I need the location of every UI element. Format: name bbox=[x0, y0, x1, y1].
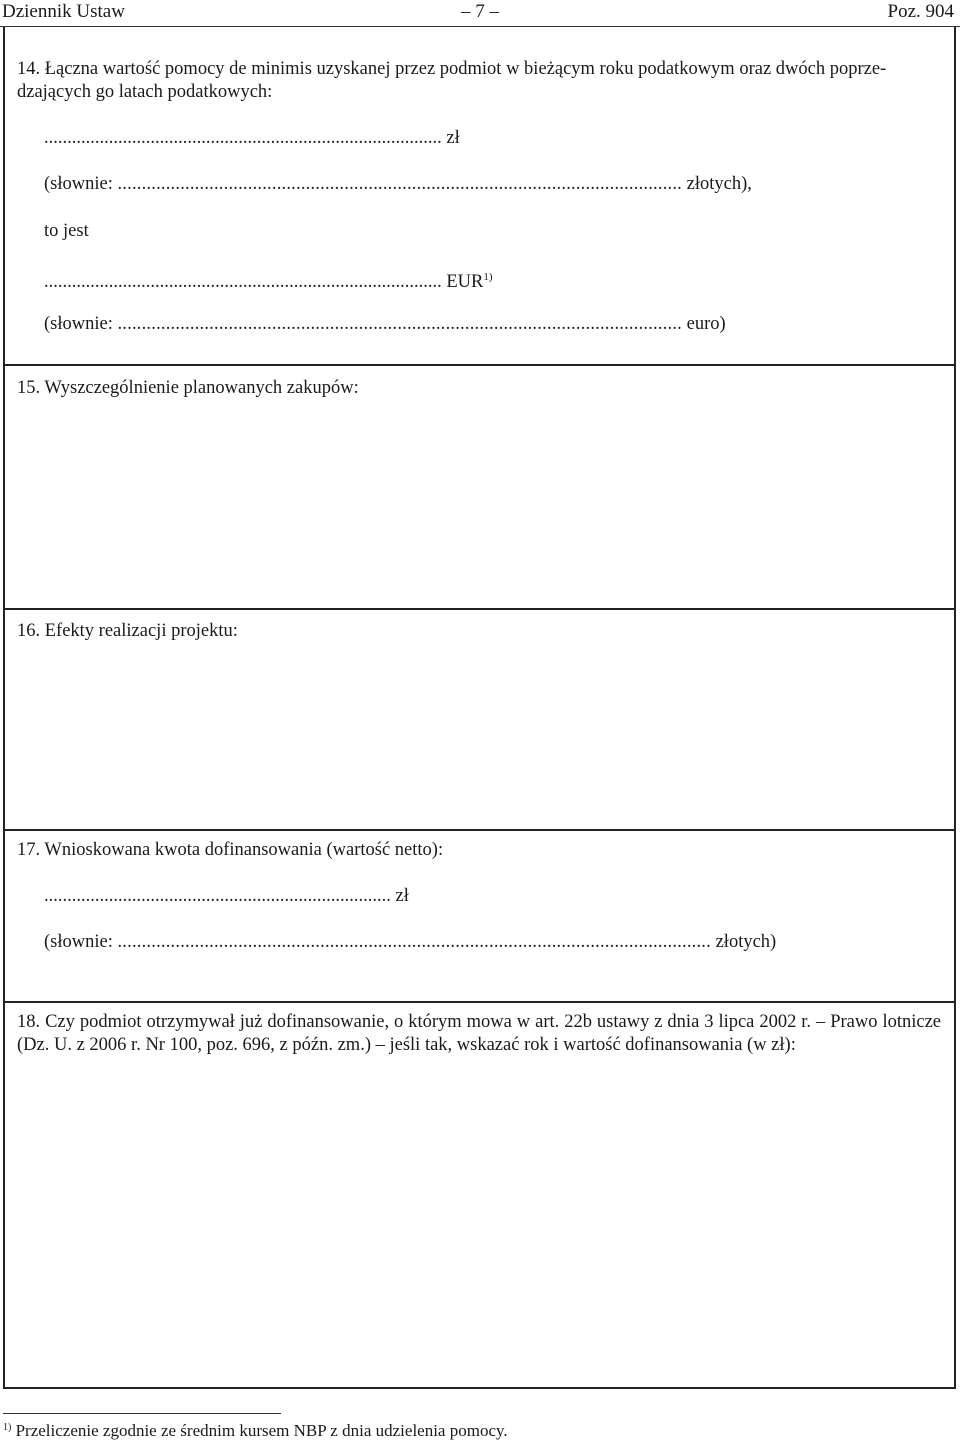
words-dots: ........................................................................................................................... bbox=[117, 932, 711, 952]
words-prefix: (słownie: bbox=[44, 932, 118, 952]
words-dots: ..................................................................................................................... bbox=[117, 174, 683, 194]
section-17-title: 17. Wnioskowana kwota dofinansowania (wartość netto): bbox=[17, 840, 444, 860]
words-prefix: (słownie: bbox=[44, 314, 118, 334]
section-14-to-jest: to jest bbox=[44, 221, 89, 241]
section-15-title: 15. Wyszczególnienie planowanych zakupów: bbox=[17, 378, 359, 398]
section-16-title: 16. Efekty realizacji projektu: bbox=[17, 621, 238, 641]
section-18-box[interactable] bbox=[3, 1003, 956, 1389]
words-suffix: złotych), bbox=[682, 174, 752, 194]
footnote bbox=[3, 1421, 508, 1441]
footnote-rule bbox=[3, 1413, 281, 1414]
section-14-box bbox=[3, 27, 956, 366]
words-prefix: (słownie: bbox=[44, 174, 118, 194]
section-14-words-eur[interactable] bbox=[44, 313, 726, 335]
section-17-amount-pln[interactable]: ........................................................................... zł bbox=[44, 886, 409, 906]
journal-title: Dziennik Ustaw bbox=[2, 1, 125, 22]
eur-unit: EUR bbox=[441, 272, 484, 292]
section-15-box[interactable] bbox=[3, 366, 956, 610]
section-14-words-pln[interactable] bbox=[44, 173, 752, 195]
section-14-title: 14. Łączna wartość pomocy de minimis uzyskanej przez podmiot w bieżącym roku podatkowym oraz dwóch poprze-dzających go latach podatkowych: bbox=[17, 59, 887, 102]
section-14-amount-eur[interactable] bbox=[44, 266, 493, 293]
words-dots: ..................................................................................................................... bbox=[117, 314, 683, 334]
footnote-marker: 1) bbox=[3, 1422, 12, 1433]
words-suffix: złotych) bbox=[710, 932, 777, 952]
section-18-title: 18. Czy podmiot otrzymywał już dofinansowanie, o którym mowa w art. 22b ustawy z dnia 3 lipca 2002 r. – Prawo lotnicze (Dz. U. z 2006 r. Nr 100, poz. 696, z późn. zm.) – jeśli tak, wskazać rok i wartość dofinansowania (w zł): bbox=[17, 1012, 941, 1055]
section-16-box[interactable] bbox=[3, 610, 956, 831]
footnote-ref: 1) bbox=[483, 271, 493, 283]
section-17-words-pln[interactable] bbox=[44, 931, 776, 953]
footnote-text: Przeliczenie zgodnie ze średnim kursem NBP z dnia udzielenia pomocy. bbox=[11, 1421, 508, 1440]
page-number: – 7 – bbox=[461, 1, 499, 22]
words-suffix: euro) bbox=[682, 314, 726, 334]
page-header bbox=[0, 0, 960, 30]
eur-dots: ...................................................................................... bbox=[44, 272, 442, 292]
section-14-amount-pln[interactable]: ...................................................................................... zł bbox=[44, 128, 460, 148]
section-17-box bbox=[3, 831, 956, 1003]
position-number: Poz. 904 bbox=[887, 1, 954, 22]
